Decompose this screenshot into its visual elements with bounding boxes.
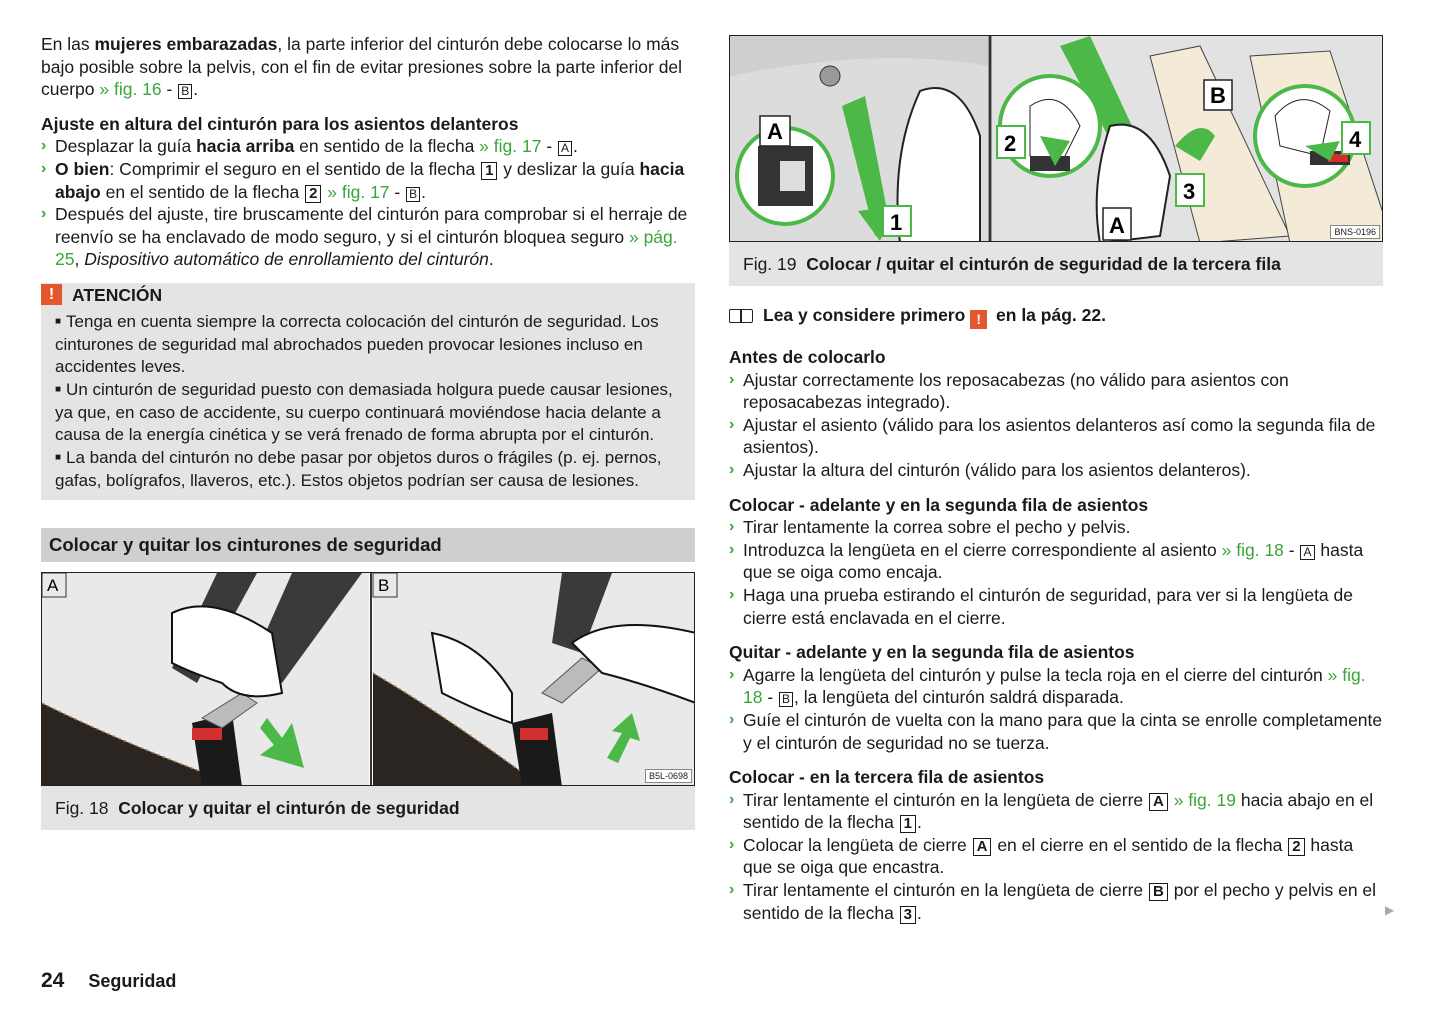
fig19-label-4: 4: [1349, 127, 1362, 152]
footer-section: Seguridad: [88, 971, 177, 991]
step-arrow-icon: ›: [729, 460, 735, 478]
page-footer: [41, 970, 176, 993]
fig19-label-1: 1: [890, 210, 903, 235]
step-arrow-icon: ›: [729, 415, 735, 433]
fig19-label-a2: A: [1109, 213, 1125, 238]
height-step-1: › Desplazar la guía hacia arriba en sentido de la flecha » fig. 17 - A .: [41, 136, 578, 157]
warning-item: ■ La banda del cinturón no debe pasar por objetos duros o frágiles (p. ej. pernos, gafas, bolígrafos, llaveros, etc.). Estos objetos podrían ser causa de lesiones.: [55, 447, 662, 490]
continue-arrow-icon: ▶: [1385, 903, 1395, 917]
fig18-link[interactable]: » fig. 18: [1221, 539, 1284, 560]
warning-icon: !: [41, 284, 62, 305]
step-arrow-icon: ›: [729, 540, 735, 558]
fig19-link[interactable]: » fig. 19: [1168, 789, 1236, 810]
warning-icon: !: [970, 310, 987, 329]
warning-item: ■ Un cinturón de seguridad puesto con demasiada holgura puede causar lesiones, ya que, en caso de accidente, su cuerpo continuará moviéndose hacia delante a causa de la energía cinética y se verá frenado de forma abrupta por el cinturón.: [55, 379, 673, 445]
put-heading: Colocar - adelante y en la segunda fila de asientos: [729, 494, 1149, 515]
fig16-link[interactable]: » fig. 16: [99, 79, 162, 100]
bullet-icon: ■: [55, 452, 62, 464]
third-step: › Colocar la lengüeta de cierre A en el cierre en el sentido de la flecha 2 hasta que se oiga que encastra.: [729, 834, 1354, 878]
step-arrow-icon: ›: [729, 665, 735, 683]
before-item: › Ajustar la altura del cinturón (válido para los asientos delanteros).: [729, 459, 1251, 480]
step-arrow-icon: ›: [41, 205, 47, 223]
bullet-icon: ■: [55, 316, 62, 328]
fig19-label-a: A: [767, 119, 783, 144]
fig18-link[interactable]: » fig. 18: [743, 664, 1366, 708]
read-first-note: Lea y considere primero ! en la pág. 22.: [729, 304, 1383, 329]
fig18-label-b: B: [378, 576, 390, 596]
fig18-ref: B5L-0698: [645, 769, 692, 783]
step-arrow-icon: ›: [729, 881, 735, 899]
fig19-ref: BNS-0196: [1330, 225, 1380, 239]
book-icon: [729, 309, 753, 323]
third-heading: Colocar - en la tercera fila de asientos: [729, 767, 1045, 788]
warning-item: ■ Tenga en cuenta siempre la correcta colocación del cinturón de seguridad. Los cinturones de seguridad mal abrochados pueden provocar lesiones incluso en accidentes leves.: [55, 311, 659, 377]
warning-title: ! ATENCIÓN: [41, 283, 695, 307]
page25-link[interactable]: » pág. 25: [55, 226, 678, 270]
step-arrow-icon: ›: [41, 159, 47, 177]
seatbelt-buckle-illustration: [42, 573, 695, 786]
put-step: › Introduzca la lengüeta en el cierre correspondiente al asiento » fig. 18 - A hasta que se oiga como encaja.: [729, 539, 1364, 583]
right-column: [729, 0, 1383, 924]
third-step: › Tirar lentamente el cinturón en la lengüeta de cierre B por el pecho y pelvis en el sentido de la flecha 3 .: [729, 880, 1377, 923]
step-arrow-icon: ›: [729, 585, 735, 603]
fig18-label-a: A: [47, 576, 59, 596]
left-column: [41, 0, 695, 830]
height-step-2: › O bien: Comprimir el seguro en el sentido de la flecha 1 y deslizar la guía hacia abajo en el sentido de la flecha 2 » fig. 17 - B .: [41, 158, 685, 202]
before-item: › Ajustar correctamente los reposacabezas (no válido para asientos con reposacabezas integrado).: [729, 369, 1289, 413]
before-heading: Antes de colocarlo: [729, 347, 886, 367]
before-item: › Ajustar el asiento (válido para los asientos delanteros así como la segunda fila de asientos).: [729, 414, 1376, 458]
remove-heading: Quitar - adelante y en la segunda fila de asientos: [729, 642, 1135, 663]
step-arrow-icon: ›: [729, 518, 735, 536]
put-step: › Tirar lentamente la correa sobre el pecho y pelvis.: [729, 517, 1131, 538]
fig17-link[interactable]: » fig. 17: [479, 136, 542, 157]
fig19-caption: Fig. 19 Colocar / quitar el cinturón de seguridad de la tercera fila: [729, 242, 1383, 286]
fig17-link[interactable]: » fig. 17: [322, 181, 390, 202]
section-title: Colocar y quitar los cinturones de seguridad: [41, 528, 695, 562]
fig19-label-3: 3: [1183, 179, 1196, 204]
intro-paragraph: En las mujeres embarazadas, la parte inferior del cinturón debe colocarse lo más bajo posible sobre la pelvis, con el fin de evitar presiones sobre la parte inferior del cuerpo » fig. 16 - B .: [41, 34, 683, 100]
remove-step: › Guíe el cinturón de vuelta con la mano para que la cinta se enrolle completamente y el cinturón de seguridad no se tuerza.: [729, 709, 1383, 753]
height-heading: Ajuste en altura del cinturón para los asientos delanteros: [41, 113, 519, 134]
step-arrow-icon: ›: [729, 710, 735, 728]
step-arrow-icon: ›: [729, 370, 735, 388]
put-step: › Haga una prueba estirando el cinturón de seguridad, para ver si la lengüeta de cierre está enclavada en el cierre.: [729, 584, 1353, 628]
step-arrow-icon: ›: [729, 835, 735, 853]
third-row-belt-illustration: [730, 36, 1383, 242]
height-step-3: › Después del ajuste, tire bruscamente del cinturón para comprobar si el herraje de reenvío se ha enclavado de modo seguro, y si el cinturón bloquea seguro » pág. 25, Dispositivo automático de enrollamiento del cinturón.: [41, 204, 688, 270]
remove-step: › Agarre la lengüeta del cinturón y pulse la tecla roja en el cierre del cinturón » fig. 18 - B , la lengüeta del cinturón saldrá disparada.: [729, 664, 1366, 708]
step-arrow-icon: ›: [41, 137, 47, 155]
warning-box: [41, 283, 695, 500]
fig18-image: [41, 572, 695, 786]
fig18-caption: Fig. 18 Colocar y quitar el cinturón de seguridad: [41, 786, 695, 830]
third-step: › Tirar lentamente el cinturón en la lengüeta de cierre A » fig. 19 hacia abajo en el sentido de la flecha 1 .: [729, 789, 1374, 833]
fig19-label-2: 2: [1004, 131, 1017, 156]
bullet-icon: ■: [55, 384, 62, 396]
page-number: 24: [41, 969, 65, 992]
step-arrow-icon: ›: [729, 790, 735, 808]
fig19-image: [729, 35, 1383, 242]
fig19-label-b: B: [1210, 83, 1226, 108]
